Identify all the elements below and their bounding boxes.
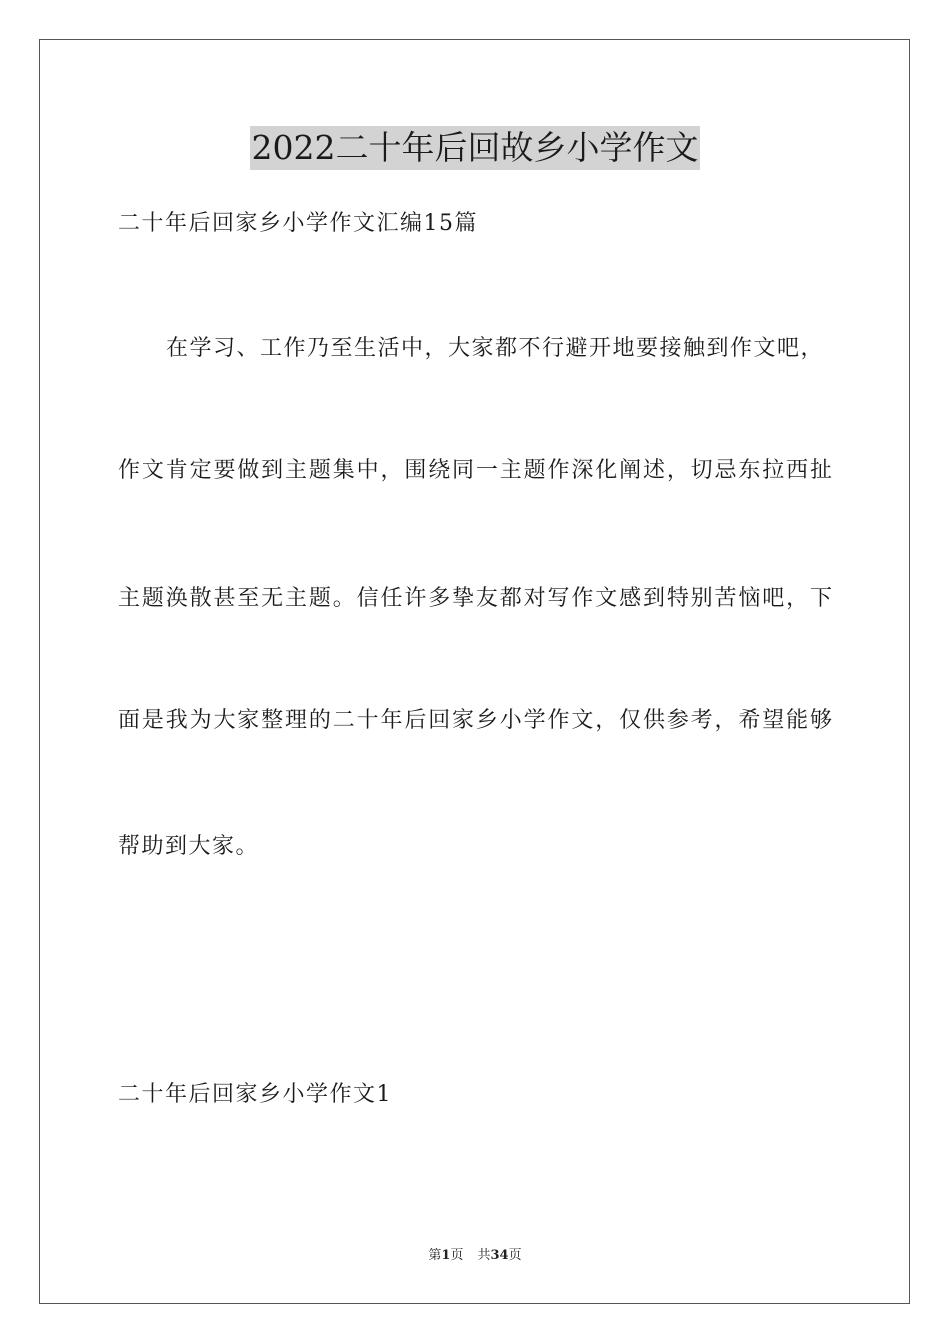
document-title: 2022二十年后回故乡小学作文 [250,126,701,170]
section-heading: 二十年后回家乡小学作文1 [118,1082,392,1107]
paragraph-line: 主题涣散甚至无主题。信任许多挚友都对写作文感到特别苦恼吧，下 [118,586,832,611]
paragraph-line: 帮助到大家。 [118,834,260,859]
paragraph-line: 作文肯定要做到主题集中，围绕同一主题作深化阐述，切忌东拉西扯 [118,458,832,483]
page-number: 1 [441,1248,451,1263]
title-container [0,126,950,170]
paragraph-line: 面是我为大家整理的二十年后回家乡小学作文，仅供参考，希望能够 [118,708,832,733]
total-prefix: 共 [477,1248,491,1263]
page-suffix: 页 [450,1248,464,1263]
total-pages: 34 [490,1248,509,1263]
total-suffix: 页 [508,1248,522,1263]
page-prefix: 第 [428,1248,442,1263]
page-footer [0,1247,950,1265]
paragraph-line: 在学习、工作乃至生活中，大家都不行避开地要接触到作文吧， [166,336,825,361]
document-subtitle: 二十年后回家乡小学作文汇编15篇 [118,211,478,236]
